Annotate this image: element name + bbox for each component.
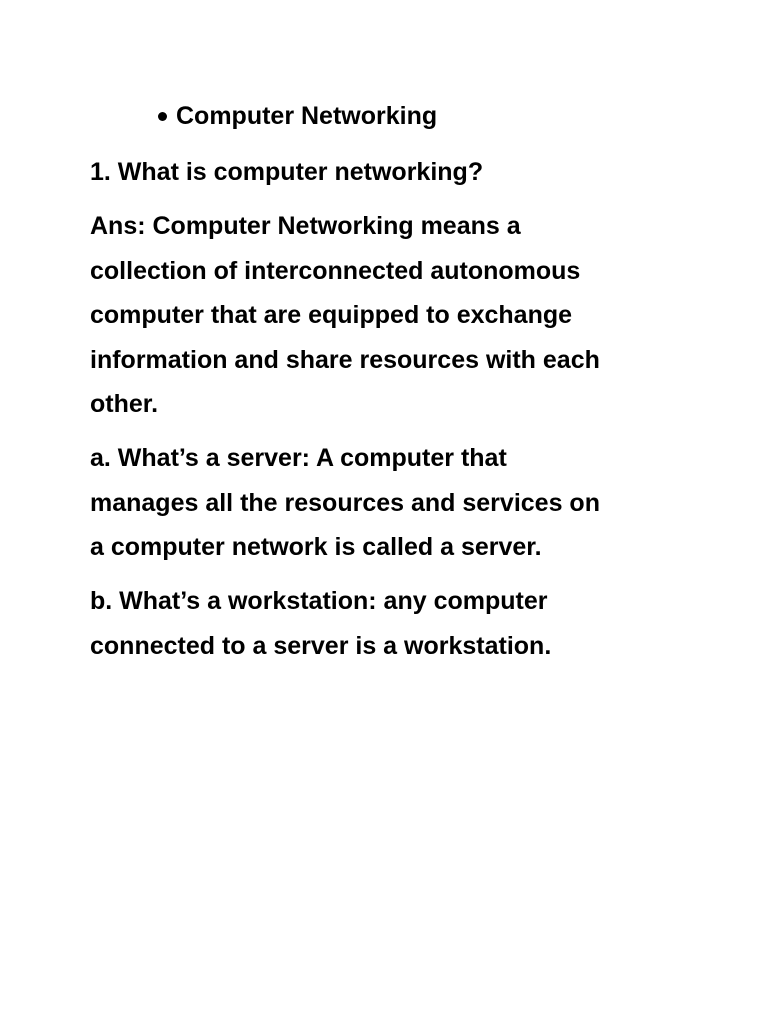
server-definition-line: a computer network is called a server. [90,533,542,561]
section-heading-text: Computer Networking [176,101,438,130]
workstation-definition-line: b. What’s a workstation: any computer [90,587,548,615]
answer-line: computer that are equipped to exchange [90,301,573,329]
answer-line: collection of interconnected autonomous [90,256,581,285]
bullet-icon [158,112,167,121]
workstation-definition-line: connected to a server is a workstation. [90,631,552,660]
answer-line: other. [90,390,159,418]
workstation-definition-paragraph [90,579,730,668]
server-definition-line: a. What’s a server: A computer that [90,444,507,472]
answer-line: information and share resources with each [90,345,600,374]
question-line: 1. What is computer networking? [90,158,484,186]
section-heading [158,96,437,136]
answer-paragraph [90,204,730,427]
question-text [90,150,730,195]
server-definition-paragraph [90,436,730,570]
answer-line: Ans: Computer Networking means a [90,212,521,240]
server-definition-line: manages all the resources and services on [90,488,600,517]
